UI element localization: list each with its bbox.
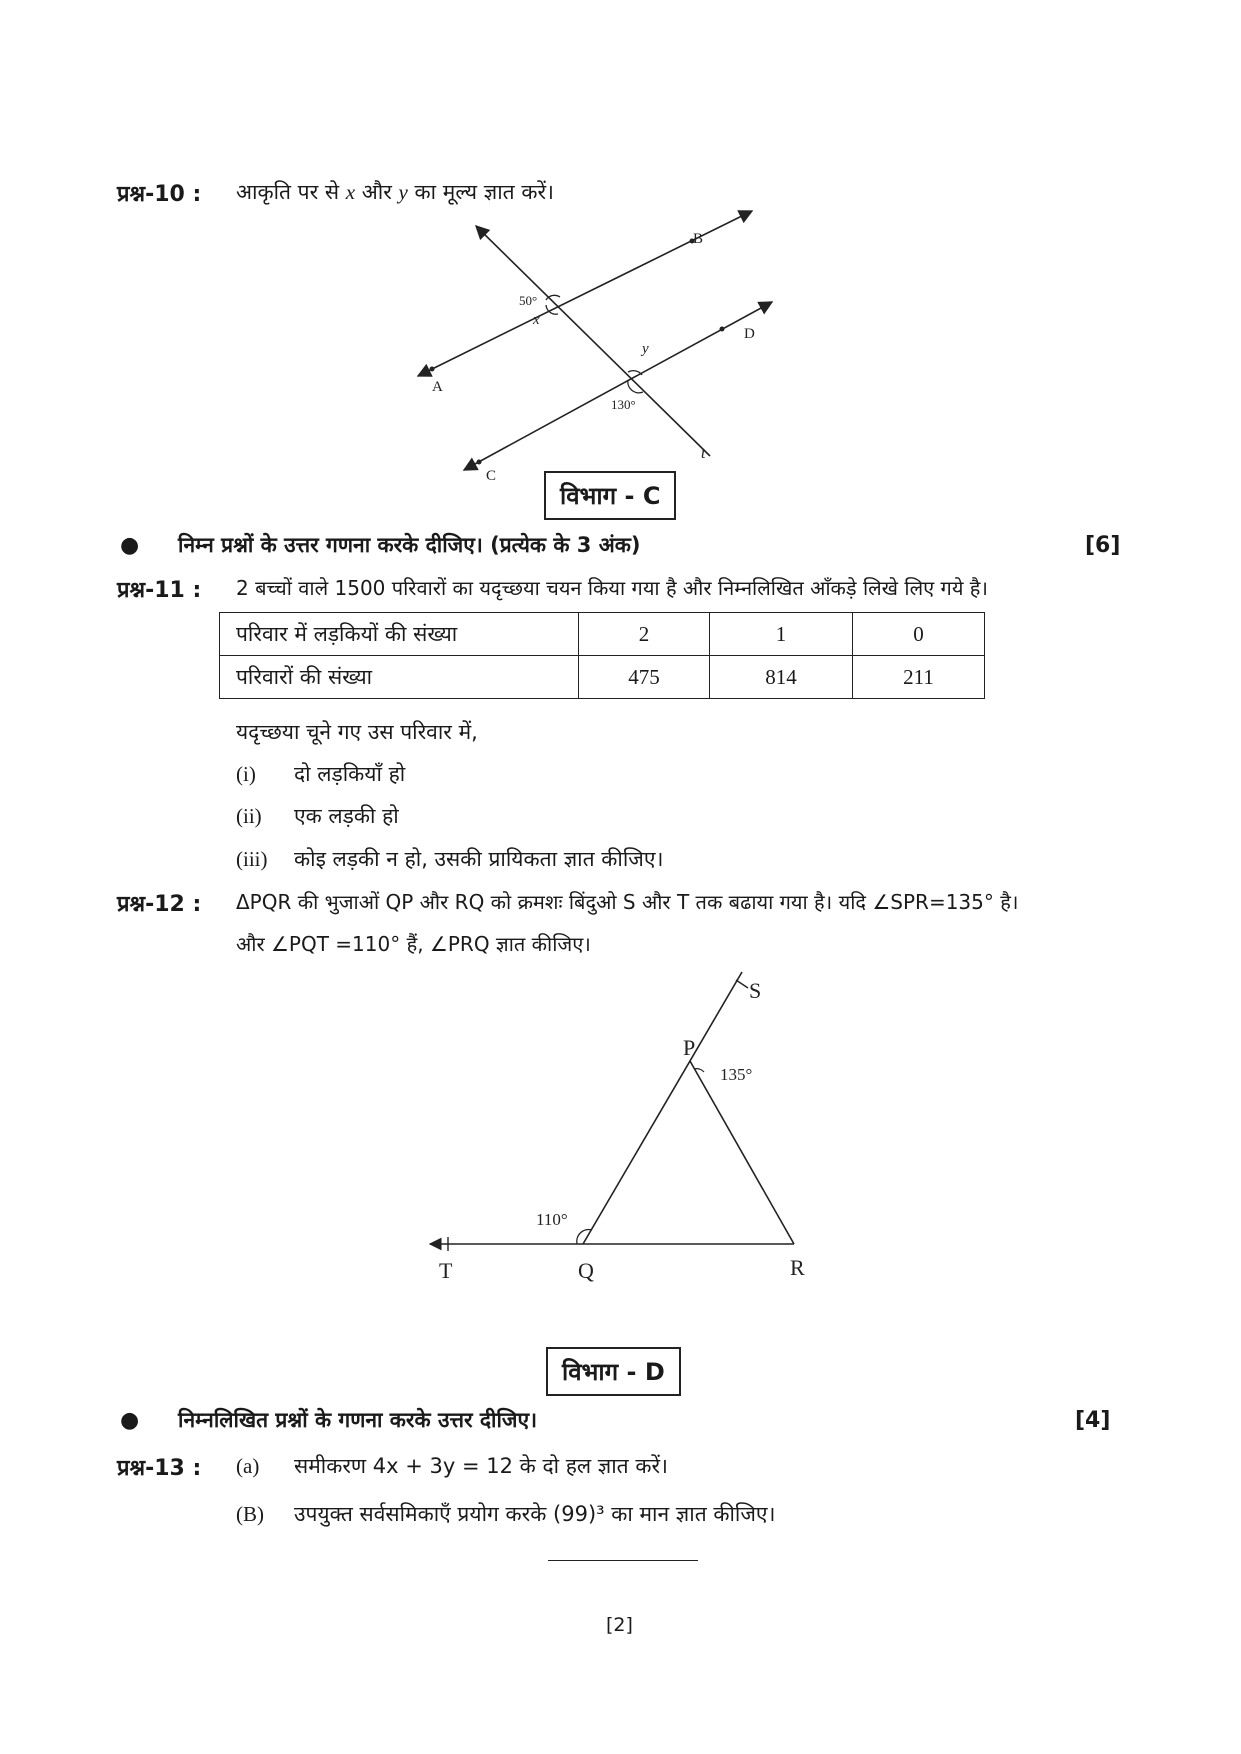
q13-label: प्रश्न-13 :	[117, 1456, 202, 1481]
item-text: समीकरण 4x + 3y = 12 के दो हल ज्ञात करें।	[294, 1454, 668, 1478]
side-qs	[583, 972, 742, 1244]
table-cell: 211	[853, 656, 985, 699]
item-number: (a)	[236, 1454, 260, 1478]
table-row	[220, 613, 985, 656]
point-c-dot	[477, 460, 482, 465]
label-s: S	[749, 978, 762, 1003]
transversal-t	[476, 226, 710, 456]
section-c-instruction: निम्न प्रश्नों के उत्तर गणना करके दीजिए। (प्रत्येक के 3 अंक)	[178, 533, 641, 557]
page-number: [2]	[606, 1614, 633, 1636]
side-pr	[690, 1061, 794, 1244]
q11-label: प्रश्न-11 :	[117, 578, 202, 603]
table-cell: 0	[853, 613, 985, 656]
label-b: B	[693, 231, 704, 247]
section-c-marks: [6]	[1085, 533, 1121, 558]
table-cell: 1	[710, 613, 853, 656]
list-item	[236, 760, 405, 788]
q10-text-and: और	[355, 180, 399, 204]
label-angle-y: y	[642, 341, 649, 357]
q12-label: प्रश्न-12 :	[117, 892, 202, 917]
bullet-icon: ●	[120, 1408, 140, 1433]
q12-line1: ΔPQR की भुजाओं QP और RQ को क्रमशः बिंदुओ S और T तक बढाया गया है। यदि ∠SPR=135° है।	[236, 890, 1019, 914]
q12-figure	[0, 960, 1241, 1290]
label-t: t	[701, 445, 706, 462]
section-d-title: विभाग - D	[546, 1347, 681, 1396]
item-number: (B)	[236, 1502, 264, 1526]
label-a: A	[432, 379, 443, 395]
label-angle-x: x	[533, 312, 540, 328]
label-t: T	[439, 1258, 453, 1283]
label-p: P	[683, 1035, 696, 1060]
label-c: C	[486, 468, 497, 484]
label-q: Q	[578, 1258, 594, 1283]
q10-var-x: x	[345, 180, 356, 204]
list-item	[236, 1452, 668, 1480]
table-row	[220, 656, 985, 699]
item-text: कोइ लड़की न हो, उसकी प्रायिकता ज्ञात कीजिए।	[294, 847, 664, 871]
label-angle-135: 135°	[720, 1065, 753, 1084]
q10-text-post: का मूल्य ज्ञात करें।	[407, 180, 554, 204]
list-item	[236, 802, 399, 830]
item-text: दो लड़कियाँ हो	[294, 762, 406, 786]
section-d-marks: [4]	[1075, 1408, 1111, 1433]
item-number: (ii)	[236, 804, 262, 828]
bullet-icon: ●	[120, 533, 140, 558]
q11-text: 2 बच्चों वाले 1500 परिवारों का यदृच्छया चयन किया गया है और निम्नलिखित आँकड़े लिखे लिए गये है।	[236, 576, 988, 600]
label-r: R	[790, 1255, 805, 1280]
q11-intro: यदृच्छया चूने गए उस परिवार में,	[236, 720, 478, 744]
q12-line2: और ∠PQT =110° हैं, ∠PRQ ज्ञात कीजिए।	[236, 932, 591, 956]
table-cell-label: परिवार में लड़कियों की संख्या	[220, 613, 579, 656]
q11-table	[219, 612, 985, 699]
q10-var-y: y	[398, 180, 408, 204]
item-number: (iii)	[236, 847, 268, 871]
item-text: उपयुक्त सर्वसमिकाएँ प्रयोग करके (99)³ का मान ज्ञात कीजिए।	[294, 1502, 776, 1526]
label-angle-50: 50°	[519, 293, 538, 308]
item-text: एक लड़की हो	[294, 804, 399, 828]
table-cell-label: परिवारों की संख्या	[220, 656, 579, 699]
q10-figure	[0, 0, 1241, 500]
point-d-dot	[720, 327, 725, 332]
label-d: D	[744, 326, 755, 342]
point-a-dot	[430, 367, 435, 372]
q10-label: प्रश्न-10 :	[117, 182, 202, 207]
section-d-instruction: निम्नलिखित प्रश्नों के गणना करके उत्तर दीजिए।	[178, 1408, 538, 1432]
q10-text-pre: आकृति पर से	[236, 180, 346, 204]
list-item	[236, 845, 663, 873]
table-cell: 475	[579, 656, 710, 699]
line-cd	[464, 302, 772, 470]
table-cell: 814	[710, 656, 853, 699]
item-number: (i)	[236, 762, 256, 786]
label-angle-130: 130°	[611, 397, 636, 412]
end-divider	[548, 1560, 698, 1561]
list-item	[236, 1500, 776, 1528]
label-angle-110: 110°	[536, 1210, 568, 1229]
table-cell: 2	[579, 613, 710, 656]
section-c-title: विभाग - C	[544, 471, 676, 520]
tick-s	[736, 980, 748, 988]
